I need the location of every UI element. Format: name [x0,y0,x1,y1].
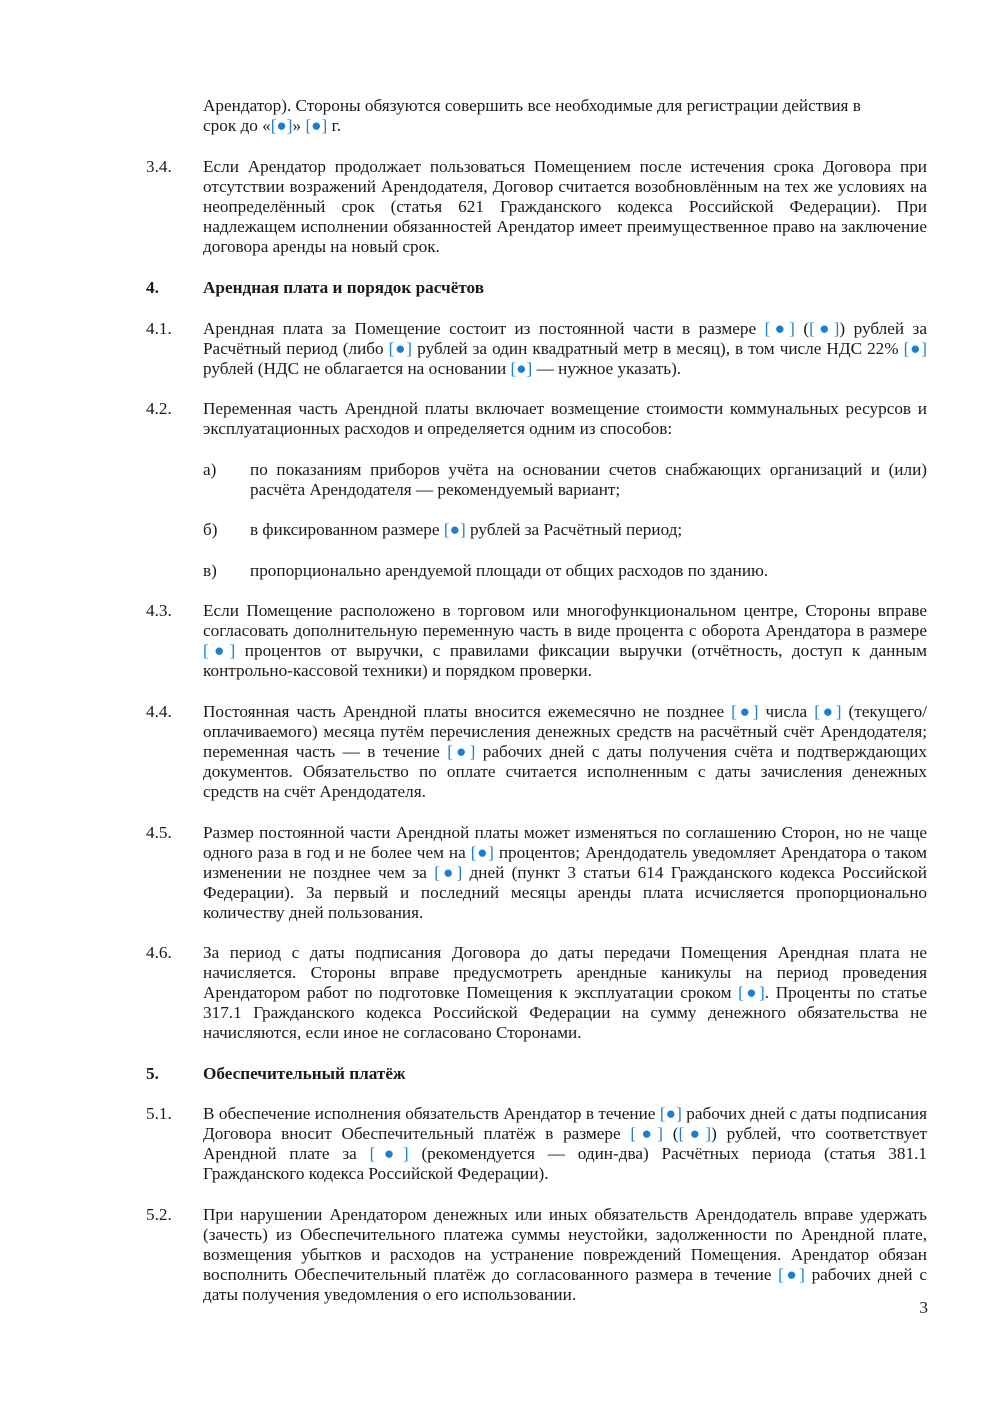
section-title: Обеспечительный платёж [203,1064,406,1083]
clause-number: 4.1. [146,319,172,338]
clause-continuation: Арендатор). Стороны обязуются совершить все необходимые для регистрации действия в срок до «[●]» [●] г. [203,96,861,135]
placeholder[interactable]: [●] [778,1265,805,1284]
page-number: 3 [919,1298,928,1317]
clause-number: 4.4. [146,702,172,721]
clause-text: При нарушении Арендатором денежных или иных обязательств Арендодатель вправе удержать (зачесть) из Обеспечительного платежа суммы неустойки, задолженности по Арендной плате, возмещения убытков и расходов на устранение повреждений Помещения. Арендатор обязан восполнить Обеспечительный платёж до согласованного размера в течение [●] рабочих дней с даты получения уведомления о его использовании. [203,1205,927,1304]
section-number: 4. [146,278,159,297]
clause-number: 4.5. [146,823,172,842]
clause-text: За период с даты подписания Договора до даты передачи Помещения Арендная плата не начисляется. Стороны вправе предусмотреть арендные каникулы на период проведения Арендатором работ по подготовке Помещения к эксплуатации сроком [●]. Проценты по статье 317.1 Гражданского кодекса Российской Федерации на сумму денежного обязательства не начисляются, если иное не согласовано Сторонами. [203,943,927,1042]
list-letter: б) [203,520,218,539]
placeholder[interactable]: [●] [903,339,928,358]
placeholder[interactable]: [●] [814,702,842,721]
clause-text: Если Помещение расположено в торговом или многофункциональном центре, Стороны вправе согласовать дополнительную переменную часть в виде процента с оборота Арендатора в размере [●] процентов от выручки, с правилами фиксации выручки (отчётность, доступ к данным контрольно-кассовой техники) и порядком проверки. [203,601,927,680]
section-number: 5. [146,1064,159,1083]
section-title: Арендная плата и порядок расчётов [203,278,484,297]
list-letter: а) [203,460,217,479]
placeholder[interactable]: [●] [809,319,840,338]
placeholder[interactable]: [●] [447,742,476,761]
placeholder[interactable]: [●] [369,1144,409,1163]
list-text: в фиксированном размере [●] рублей за Расчётный период; [250,520,683,539]
clause-number: 4.3. [146,601,172,620]
placeholder[interactable]: [●] [510,359,533,378]
clause-text: В обеспечение исполнения обязательств Арендатор в течение [●] рабочих дней с даты подписания Договора вносит Обеспечительный платёж в размере [●] ([●]) рублей, что соответствует Арендной плате за [●] (рекомендуется — один-два) Расчётных периода (статья 381.1 Гражданского кодекса Российской Федерации). [203,1104,927,1183]
clause-number: 4.2. [146,399,172,418]
placeholder[interactable]: [●] [470,843,494,862]
clause-text: Арендная плата за Помещение состоит из постоянной части в размере [●] ([●]) рублей за Расчётный период (либо [●] рублей за один квадратный метр в месяц), в том числе НДС 22% [●] рублей (НДС не облагается на основании [●] — нужное указать). [203,319,928,378]
clause-number: 3.4. [146,157,172,176]
intro-line: Арендатор). Стороны обязуются совершить все необходимые для регистрации действия в [203,96,861,115]
clause-text: Если Арендатор продолжает пользоваться Помещением после истечения срока Договора при отсутствии возражений Арендодателя, Договор считается возобновлённым на тех же условиях на неопределённый срок (статья 621 Гражданского кодекса Российской Федерации). При надлежащем исполнении обязанностей Арендатор имеет преимущественное право на заключение договора аренды на новый срок. [203,157,927,256]
placeholder[interactable]: [●] [388,339,413,358]
placeholder[interactable]: [●] [731,702,759,721]
clause-text: Размер постоянной части Арендной платы может изменяться по соглашению Сторон, но не чаще одного раза в год и не более чем на [●] процентов; Арендодатель уведомляет Арендатора о таком изменении не позднее чем за [●] дней (пункт 3 статьи 614 Гражданского кодекса Российской Федерации). За первый и последний месяцы аренды плата исчисляется пропорционально количеству дней пользования. [203,823,927,922]
clause-text: Постоянная часть Арендной платы вносится ежемесячно не позднее [●] числа [●] (текущего/оплачиваемого) месяца путём перечисления денежных средств на расчётный счёт Арендодателя; переменная часть — в течение [●] рабочих дней с даты получения счёта и подтверждающих документов. Обязательство по оплате считается исполненным с даты зачисления денежных средств на счёт Арендодателя. [203,702,927,801]
clause-number: 4.6. [146,943,172,962]
placeholder[interactable]: [●] [738,983,765,1002]
placeholder[interactable]: [●] [443,520,466,539]
clause-number: 5.1. [146,1104,172,1123]
placeholder[interactable]: [●] [630,1124,663,1143]
placeholder[interactable]: [●] [270,116,293,135]
list-text: пропорционально арендуемой площади от общих расходов по зданию. [250,561,769,580]
placeholder[interactable]: [●] [678,1124,712,1143]
clause-number: 5.2. [146,1205,172,1224]
placeholder[interactable]: [●] [434,863,463,882]
list-letter: в) [203,561,217,580]
clause-text: Переменная часть Арендной платы включает возмещение стоимости коммунальных ресурсов и эксплуатационных расходов и определяется одним из способов: [203,399,927,438]
list-text: по показаниям приборов учёта на основании счетов снабжающих организаций и (или) расчёта Арендодателя — рекомендуемый вариант; [250,460,927,499]
placeholder[interactable]: [●] [203,641,236,660]
placeholder[interactable]: [●] [764,319,795,338]
placeholder[interactable]: [●] [305,116,328,135]
placeholder[interactable]: [●] [659,1104,682,1123]
